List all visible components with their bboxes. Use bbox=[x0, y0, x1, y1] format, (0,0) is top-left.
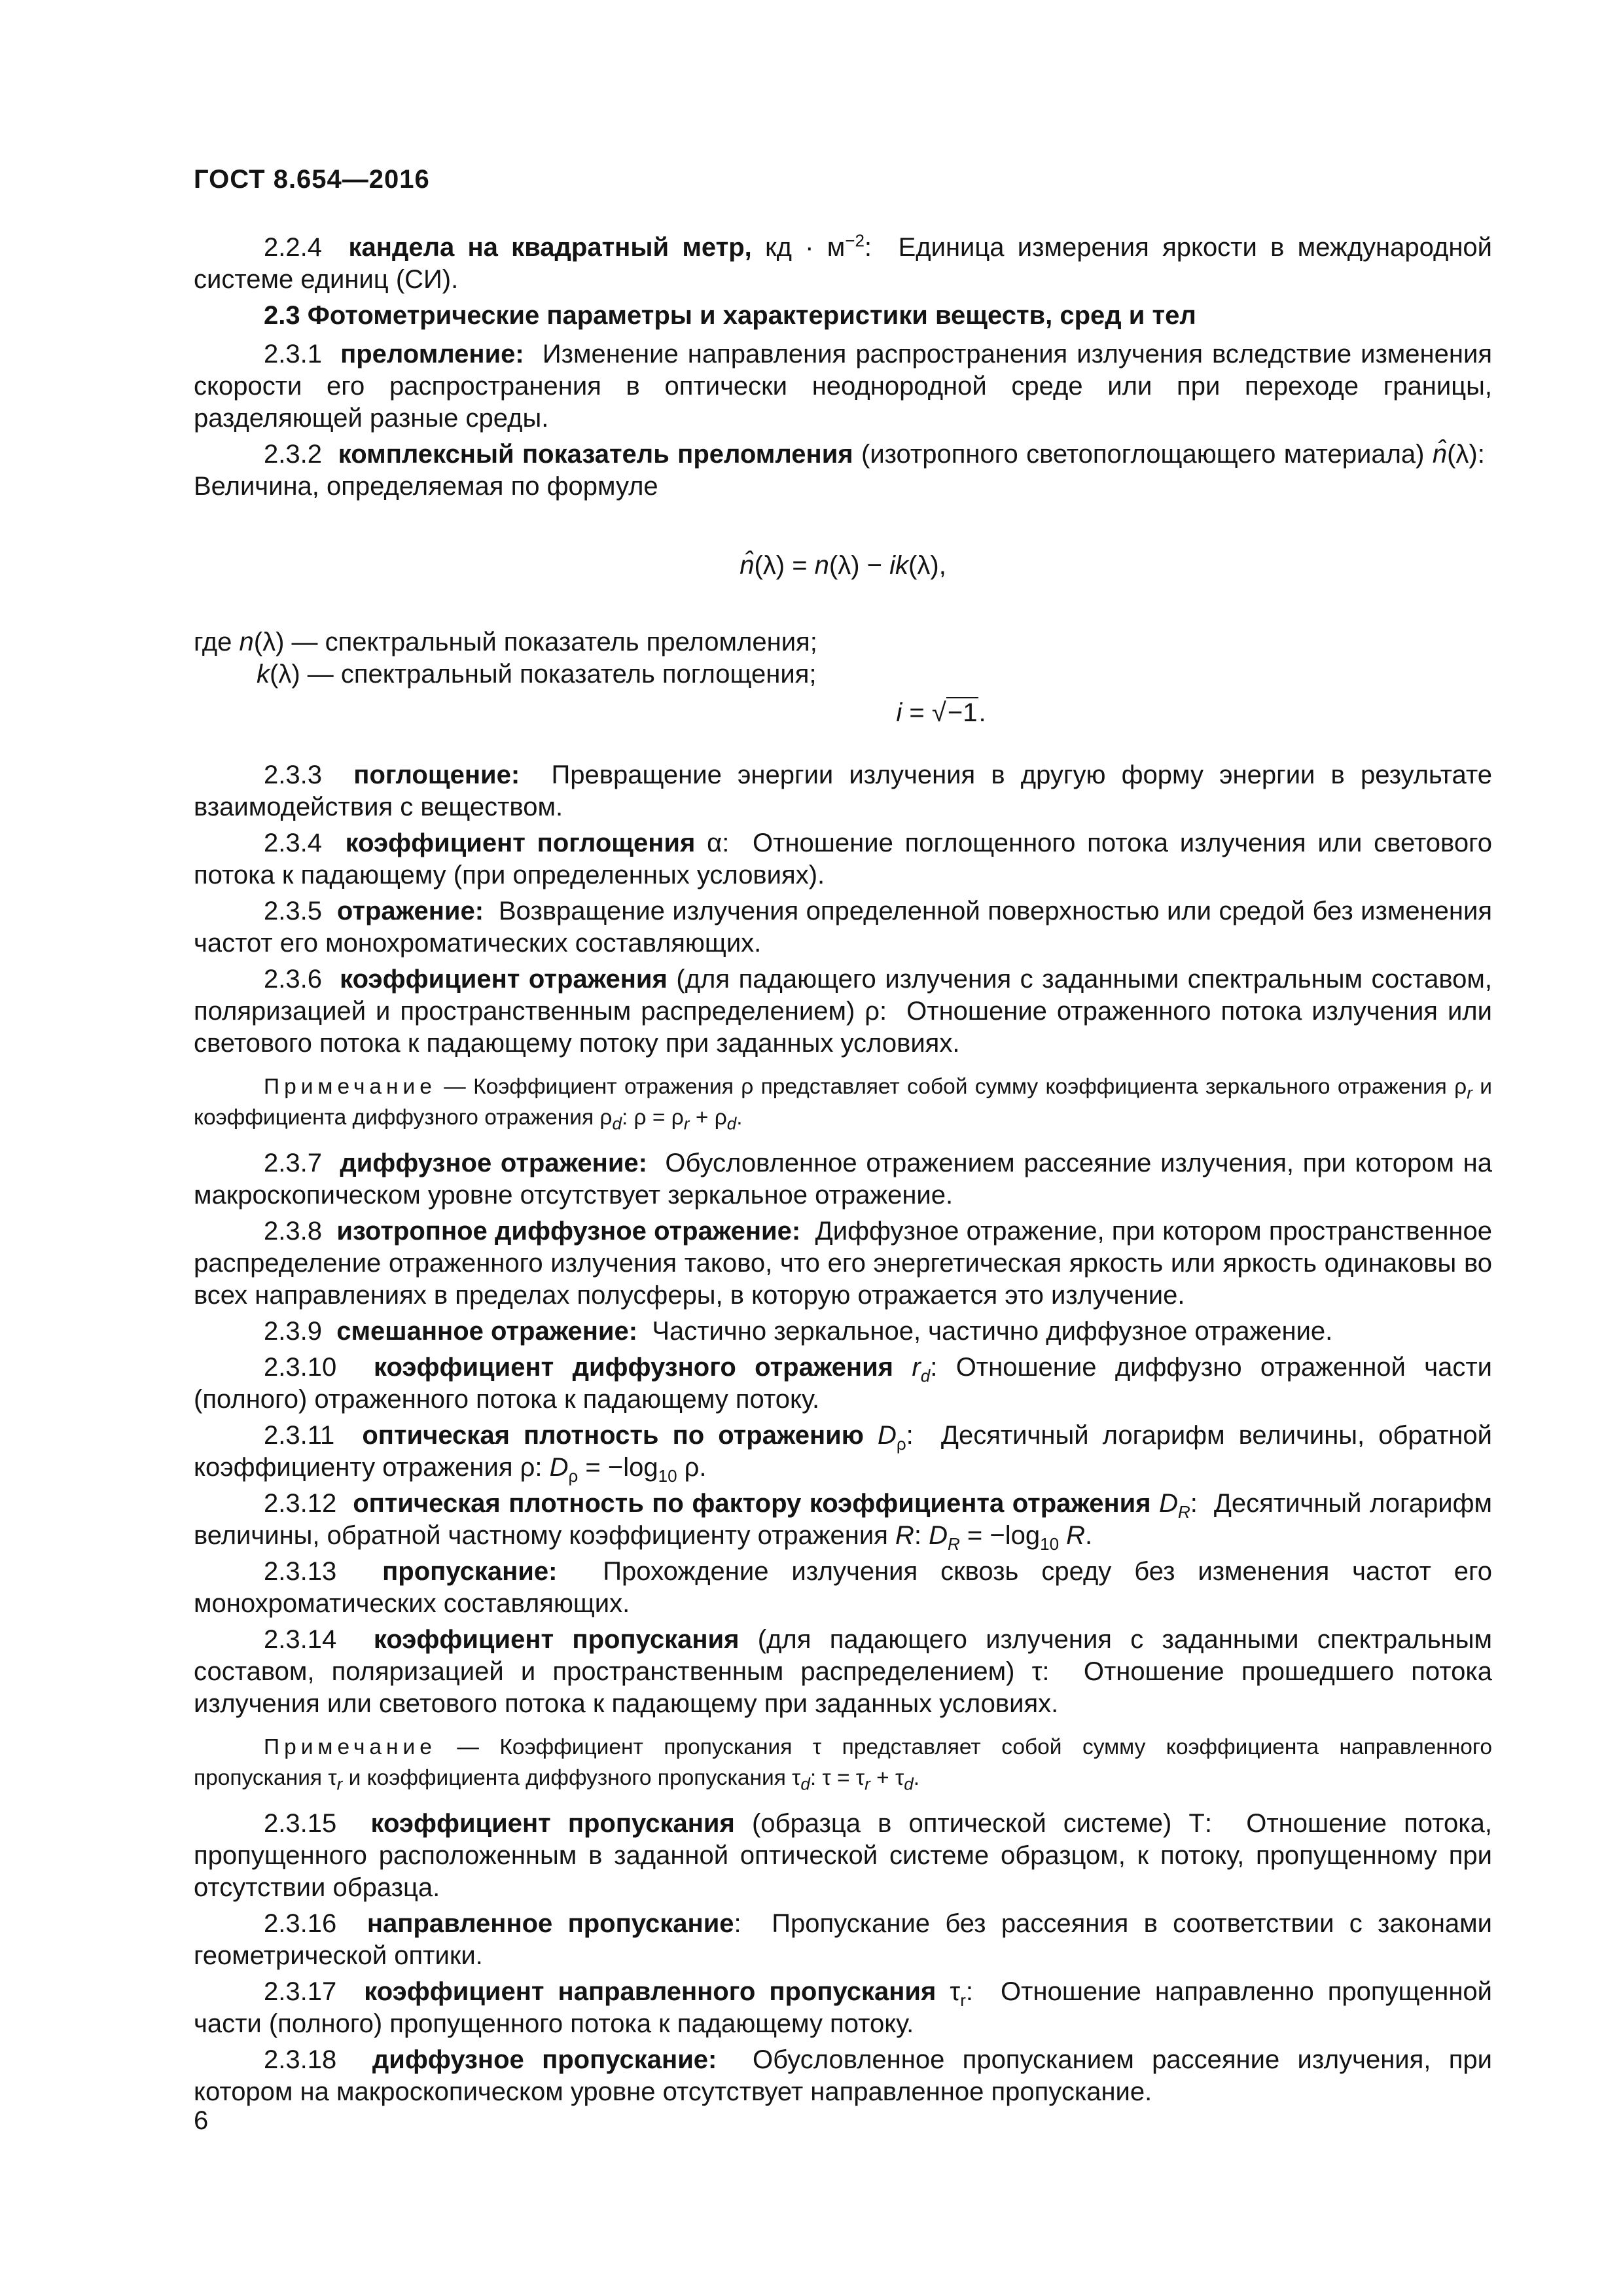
clause-term: поглощение: bbox=[353, 761, 520, 789]
clause-2-3-11: 2.3.11 оптическая плотность по отражению $D_\rho$: Десятичный логарифм величины, обратной коэффициенту отражения ρ: $D_\rho = -\log_{10}$ ρ. bbox=[194, 1421, 1492, 1486]
clause-term: пропускание: bbox=[382, 1557, 558, 1586]
note-text: — Коэффициент отражения ρ представляет собой сумму коэффициента зеркального отражения ρ bbox=[444, 1075, 1467, 1099]
clause-number: 2.3.11 bbox=[264, 1421, 335, 1450]
clause-term: коэффициент направленного пропускания bbox=[364, 1977, 936, 2006]
clause-2-3-4: 2.3.4 коэффициент поглощения α: Отношение поглощенного потока излучения или светового потока к падающему (при определенных условиях). bbox=[194, 829, 1493, 889]
legend-text: — спектральный показатель поглощения; bbox=[307, 660, 817, 689]
note-text-2: и коэффициента диффузного отражения ρ bbox=[194, 1075, 1493, 1130]
clause-text: Превращение энергии излучения в другую форму энергии в результате взаимодействия с веществом. bbox=[194, 761, 1492, 821]
note-text: — Коэффициент пропускания τ представляет собой сумму коэффициента направленного пропускания τ bbox=[194, 1735, 1493, 1790]
clause-term: отражение: bbox=[336, 897, 484, 925]
clause-text: Обусловленное отражением рассеяние излучения, при котором на макроскопическом уровне отсутствует зеркальное отражение. bbox=[194, 1149, 1492, 1210]
clause-number: 2.3.15 bbox=[264, 1809, 337, 1838]
clause-number: 2.3.3 bbox=[264, 761, 322, 789]
clause-text: Десятичный логарифм величины, обратной частному коэффициенту отражения bbox=[194, 1489, 1492, 1550]
clause-term: смешанное отражение: bbox=[336, 1317, 638, 1346]
clause-2-3-12: 2.3.12 оптическая плотность по фактору коэффициента отражения $D_R$: Десятичный логарифм величины, обратной частному коэффициенту отражения R: $D_R = -\log_{10}$ R. bbox=[194, 1489, 1492, 1554]
clause-2-3-17: 2.3.17 коэффициент направленного пропускания $\tau_r$: Отношение направленно пропущенной части (полного) пропущенного потока к падающему потоку. bbox=[194, 1977, 1492, 2038]
clause-number: 2.3.9 bbox=[264, 1317, 322, 1346]
clause-number: 2.3.16 bbox=[264, 1909, 337, 1938]
formula-legend-k: k(λ) — спектральный показатель поглощения; bbox=[257, 660, 817, 689]
clause-2-3-5 bbox=[194, 895, 1492, 960]
clause-term: диффузное пропускание: bbox=[372, 2045, 717, 2074]
clause-2-3-3 bbox=[194, 759, 1492, 823]
legend-text: — спектральный показатель преломления; bbox=[291, 628, 817, 656]
clause-text-qualifier: (для падающего излучения с заданными спектральным составом, поляризацией и пространственным распределением) bbox=[194, 1625, 1492, 1686]
clause-number: 2.3.18 bbox=[264, 2045, 337, 2074]
clause-term: оптическая плотность по фактору коэффициента отражения bbox=[353, 1489, 1151, 1518]
note-transmittance: Примечание — Коэффициент пропускания τ представляет собой сумму коэффициента направленного пропускания $\tau_r$ и коэффициента диффузного пропускания $\tau_d$: $\tau = \tau_r + \tau_d$. bbox=[194, 1735, 1493, 1794]
clause-2-3-2: 2.3.2 комплексный показатель преломления (изотропного светопоглощающего материала) n̂(λ): Величина, определяемая по формуле bbox=[194, 440, 1492, 501]
clause-2-3-8 bbox=[194, 1215, 1492, 1312]
clause-text: Отношение отраженного потока излучения или светового потока к падающему потоку при заданных условиях. bbox=[194, 997, 1492, 1058]
clause-2-3-10: 2.3.10 коэффициент диффузного отражения $r_d$: Отношение диффузно отраженной части (полного) отраженного потока к падающему потоку. bbox=[194, 1353, 1492, 1414]
clause-text: Прохождение излучения сквозь среду без изменения частот его монохроматических составляющих. bbox=[194, 1557, 1492, 1618]
clause-2-3-14: 2.3.14 коэффициент пропускания (для падающего излучения с заданными спектральным составом, поляризацией и пространственным распределением) τ: Отношение прошедшего потока излучения или светового потока к падающему при заданных условиях. bbox=[194, 1625, 1492, 1718]
clause-text-qualifier: (изотропного светопоглощающего материала) bbox=[861, 440, 1425, 469]
clause-term: направленное пропускание bbox=[366, 1909, 734, 1938]
clause-text: Изменение направления распространения излучения вследствие изменения скорости его распространения в оптически неоднородной среде или при переходе границы, разделяющей разные среды. bbox=[194, 340, 1492, 433]
clause-number: 2.3.10 bbox=[264, 1353, 337, 1382]
clause-term: изотропное диффузное отражение: bbox=[336, 1217, 801, 1246]
clause-text-qualifier: (для падающего излучения с заданными спектральным составом, поляризацией и пространственным распределением) bbox=[194, 965, 1492, 1026]
clause-2-2-4: 2.2.4 кандела на квадратный метр, кд · $м^{-2}$: Единица измерения яркости в международной системе единиц (СИ). bbox=[194, 230, 1492, 294]
clause-number: 2.3.5 bbox=[264, 897, 322, 925]
document-body bbox=[194, 232, 1492, 2112]
section-heading-2-3: 2.3 Фотометрические параметры и характеристики веществ, сред и тел bbox=[264, 301, 1196, 330]
clause-text: Величина, определяемая по формуле bbox=[194, 472, 658, 501]
clause-number: 2.3.6 bbox=[264, 965, 322, 994]
page-number: 6 bbox=[194, 2106, 209, 2135]
clause-number: 2.3.14 bbox=[264, 1625, 337, 1654]
clause-text: Диффузное отражение, при котором пространственное распределение отраженного излучения таково, что его энергетическая яркость или яркость одинаковы во всех направлениях в пределах полусферы, в которую отражается это излучение. bbox=[194, 1217, 1492, 1310]
clause-text: Отношение прошедшего потока излучения или светового потока к падающему при заданных условиях. bbox=[194, 1657, 1492, 1718]
clause-term: оптическая плотность по отражению bbox=[362, 1421, 864, 1450]
formula-complex-refractive-index: n̂(λ) = n(λ) − ik(λ), bbox=[740, 551, 946, 580]
clause-number: 2.3.4 bbox=[264, 829, 322, 857]
clause-text: Обусловленное пропусканием рассеяние излучения, при котором на макроскопическом уровне отсутствует направленное пропускание. bbox=[194, 2045, 1492, 2106]
clause-text: Пропускание без рассеяния в соответствии с законами геометрической оптики. bbox=[194, 1909, 1492, 1970]
clause-number: 2.3.12 bbox=[264, 1489, 337, 1518]
clause-number: 2.3.13 bbox=[264, 1557, 337, 1586]
clause-text: Отношение направленно пропущенной части (полного) пропущенного потока к падающему потоку. bbox=[194, 1977, 1492, 2038]
note-text-2: и коэффициента диффузного пропускания τ bbox=[348, 1766, 801, 1790]
note-label: Примечание bbox=[264, 1735, 437, 1759]
note-label: Примечание bbox=[264, 1075, 437, 1099]
clause-text: Частично зеркальное, частично диффузное отражение. bbox=[652, 1317, 1333, 1346]
clause-number: 2.3.1 bbox=[264, 340, 322, 368]
clause-number: 2.3.17 bbox=[264, 1977, 337, 2006]
clause-2-3-9 bbox=[194, 1316, 1492, 1348]
clause-2-3-1 bbox=[194, 338, 1492, 435]
clause-text: Отношение потока, пропущенного расположенным в заданной оптической системе образцом, к потоку, пропущенному при отсутствии образца. bbox=[194, 1809, 1492, 1902]
clause-term: коэффициент пропускания bbox=[373, 1625, 740, 1654]
clause-text: Возвращение излучения определенной поверхностью или средой без изменения частот его монохроматических составляющих. bbox=[194, 897, 1492, 958]
clause-text: Отношение поглощенного потока излучения или светового потока к падающему (при определенных условиях). bbox=[194, 829, 1493, 889]
clause-term: преломление: bbox=[340, 340, 524, 368]
clause-number: 2.3.2 bbox=[264, 440, 322, 469]
clause-term: коэффициент диффузного отражения bbox=[373, 1353, 894, 1382]
clause-term: коэффициент пропускания bbox=[370, 1809, 735, 1838]
clause-term: диффузное отражение: bbox=[340, 1149, 647, 1177]
clause-2-3-6: 2.3.6 коэффициент отражения (для падающего излучения с заданными спектральным составом, поляризацией и пространственным распределением) ρ: Отношение отраженного потока излучения или светового потока к падающему потоку при заданных условиях. bbox=[194, 965, 1492, 1058]
clause-number: 2.3.8 bbox=[264, 1217, 322, 1246]
clause-2-3-18 bbox=[194, 2044, 1492, 2108]
clause-text: Десятичный логарифм величины, обратной коэффициенту отражения bbox=[194, 1421, 1492, 1482]
clause-term: коэффициент отражения bbox=[340, 965, 668, 994]
note-reflectance: Примечание — Коэффициент отражения ρ представляет собой сумму коэффициента зеркального отражения $\rho_r$ и коэффициента диффузного отражения $\rho_d$: $\rho = \rho_r + \rho_d$. bbox=[194, 1075, 1493, 1134]
clause-2-3-13 bbox=[194, 1556, 1492, 1620]
legend-lead: где bbox=[194, 628, 232, 656]
clause-2-3-15 bbox=[194, 1808, 1492, 1904]
clause-term: кандела на квадратный метр, bbox=[348, 233, 752, 262]
clause-term: коэффициент поглощения bbox=[345, 829, 696, 857]
clause-term: комплексный показатель преломления bbox=[338, 440, 853, 469]
standard-designation: ГОСТ 8.654—2016 bbox=[194, 165, 430, 194]
clause-number: 2.2.4 bbox=[264, 233, 322, 262]
clause-number: 2.3.7 bbox=[264, 1149, 322, 1177]
clause-text: Единица измерения яркости в международной системе единиц (СИ). bbox=[194, 233, 1492, 294]
clause-2-3-7 bbox=[194, 1147, 1492, 1211]
formula-imaginary-unit: i = √−1. bbox=[896, 698, 986, 727]
clause-2-3-16: 2.3.16 направленное пропускание: Пропускание без рассеяния в соответствии с законами геометрической оптики. bbox=[194, 1909, 1492, 1970]
clause-text-qualifier: (образца в оптической системе) Т: bbox=[751, 1809, 1212, 1838]
clause-text: Отношение диффузно отраженной части (полного) отраженного потока к падающему потоку. bbox=[194, 1353, 1492, 1414]
formula-legend-n: где n(λ) — спектральный показатель преломления; bbox=[194, 628, 817, 656]
